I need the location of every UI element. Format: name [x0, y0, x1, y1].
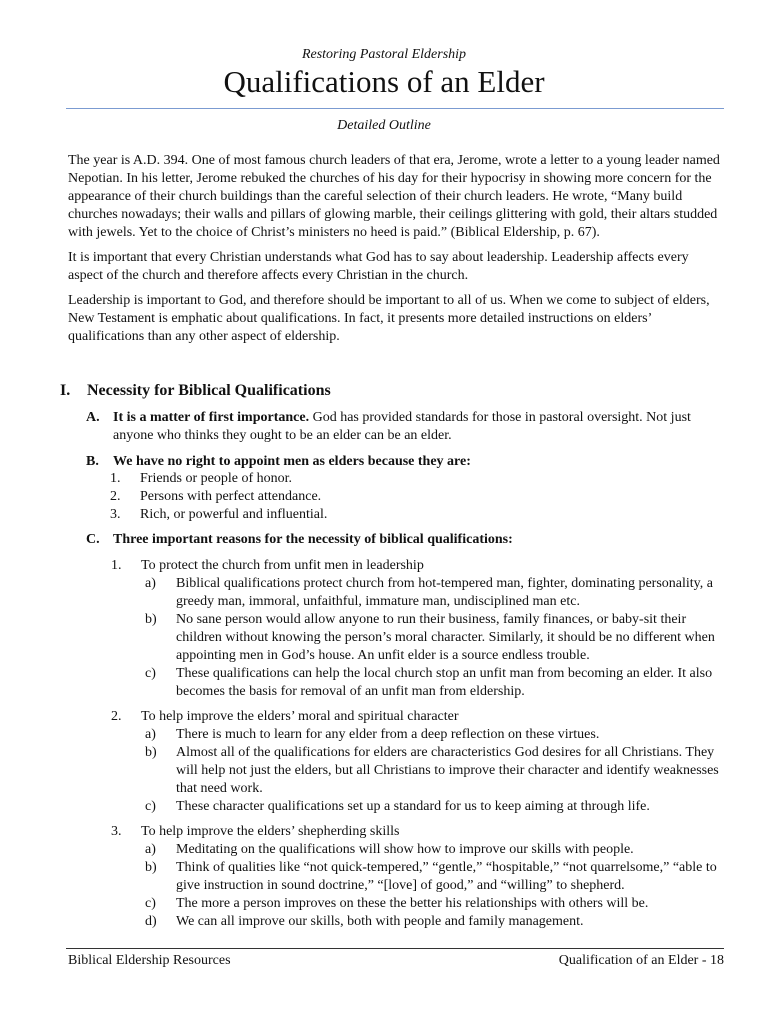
- reason-3: [111, 823, 725, 931]
- list-text: Persons with perfect attendance.: [140, 489, 322, 504]
- item-heading: It is a matter of first importance.: [113, 410, 310, 425]
- item-heading: Three important reasons for the necessity of biblical qualifications:: [113, 532, 513, 547]
- document-subtitle: Restoring Pastoral Eldership: [301, 47, 467, 62]
- section-title: Necessity for Biblical Qualifications: [87, 382, 331, 399]
- sub-item: [111, 575, 725, 611]
- sub-item: [111, 913, 725, 931]
- footer-divider: [66, 948, 724, 949]
- sub-item: [111, 726, 725, 744]
- list-item: [110, 506, 327, 524]
- footer-source: Biblical Eldership Resources: [68, 953, 231, 968]
- section-number: I.: [60, 382, 71, 399]
- item-heading: We have no right to appoint men as elders because they are:: [113, 454, 471, 469]
- outline-label: Detailed Outline: [337, 118, 431, 133]
- sub-item: [111, 665, 725, 701]
- sub-text: Almost all of the qualifications for elders are characteristics God desires for all Christians. They will help not just the elders, but all Christians to improve their character and identify weaknesses that need work.: [176, 745, 719, 796]
- item-text: God has provided standards for those in pastoral oversight. Not just anyone who thinks they ought to be an elder can be an elder.: [113, 410, 691, 443]
- intro-paragraph: The year is A.D. 394. One of most famous church leaders of that era, Jerome, wrote a letter to a young leader named Nepotian. In his letter, Jerome rebuked the churches of his day for their hypocrisy in showing more concern for the appearance of their church buildings than the careful selection of their church leaders. He wrote, “Many build churches nowadays; their walls and pillars of glowing marble, their ceilings glittering with gold, their altars studded with jewels. Yet to the choice of Christ’s ministers no heed is paid.” (Biblical Eldership, p. 67).: [68, 153, 720, 240]
- sub-item: [111, 895, 725, 913]
- sub-text: These qualifications can help the local church stop an unfit man from becoming an elder. It also becomes the basis for removal of an unfit man from eldership.: [176, 666, 713, 699]
- reason-2: [111, 708, 725, 816]
- intro-paragraph: Leadership is important to God, and therefore should be important to all of us. When we come to subject of elders, New Testament is emphatic about qualifications. In fact, it presents more detailed instructions on elders’ qualifications than any other aspect of eldership.: [68, 293, 710, 344]
- sub-item: [111, 841, 725, 859]
- list-number: 3.: [110, 507, 121, 522]
- list-item: [110, 488, 327, 506]
- reason-text: To help improve the elders’ moral and spiritual character: [141, 709, 459, 724]
- intro-text: [68, 152, 724, 353]
- sub-label: d): [145, 914, 157, 929]
- outline-item-a: [86, 409, 726, 445]
- list-item: [110, 470, 327, 488]
- sub-text: These character qualifications set up a standard for us to keep aiming at through life.: [176, 799, 650, 814]
- sub-text: No sane person would allow anyone to run their business, family finances, or baby-sit their children without knowing the person’s moral character. Similarly, it should be no different when appointing men in God’s house. An unfit elder is a source endless trouble.: [176, 612, 715, 663]
- sub-label: c): [145, 799, 156, 814]
- intro-paragraph: It is important that every Christian understands what God has to say about leadership. Leadership affects every aspect of the church and therefore affects every Christian in the church.: [68, 250, 689, 283]
- sub-label: b): [145, 745, 157, 760]
- sub-item: [111, 859, 725, 895]
- reason-text: To help improve the elders’ shepherding skills: [141, 824, 400, 839]
- sub-text: Think of qualities like “not quick-tempered,” “gentle,” “hospitable,” “not quarrelsome,” “able to give instruction in sound doctrine,” “[love] of good,” and “willing” to shepherd.: [176, 860, 717, 893]
- sub-text: We can all improve our skills, both with people and family management.: [176, 914, 584, 929]
- sub-text: Biblical qualifications protect church from hot-tempered man, fighter, dominating personality, a greedy man, immoral, unfaithful, immature man, undisciplined man etc.: [176, 576, 713, 609]
- document-title: Qualifications of an Elder: [223, 64, 545, 99]
- title-divider: [66, 108, 724, 109]
- sub-label: b): [145, 860, 157, 875]
- sub-item: [111, 744, 725, 798]
- reason-text: To protect the church from unfit men in leadership: [141, 558, 424, 573]
- sub-label: a): [145, 842, 156, 857]
- sub-label: c): [145, 896, 156, 911]
- item-label: C.: [86, 532, 100, 547]
- item-label: A.: [86, 410, 100, 425]
- outline-item-b: [86, 453, 726, 471]
- list-number: 1.: [110, 471, 121, 486]
- list-text: Friends or people of honor.: [140, 471, 293, 486]
- reason-1: [111, 557, 725, 701]
- sub-label: b): [145, 612, 157, 627]
- sub-text: Meditating on the qualifications will show how to improve our skills with people.: [176, 842, 634, 857]
- sub-label: a): [145, 727, 156, 742]
- item-label: B.: [86, 454, 99, 469]
- sub-label: a): [145, 576, 156, 591]
- section-heading: [60, 382, 331, 400]
- reason-number: 3.: [111, 824, 122, 839]
- reason-number: 2.: [111, 709, 122, 724]
- sub-item: [111, 798, 725, 816]
- sub-text: There is much to learn for any elder from a deep reflection on these virtues.: [176, 727, 600, 742]
- list-number: 2.: [110, 489, 121, 504]
- appointment-list: [110, 470, 327, 524]
- footer-page-label: Qualification of an Elder - 18: [558, 953, 724, 968]
- list-text: Rich, or powerful and influential.: [140, 507, 328, 522]
- sub-item: [111, 611, 725, 665]
- sub-label: c): [145, 666, 156, 681]
- reason-number: 1.: [111, 558, 122, 573]
- sub-text: The more a person improves on these the better his relationships with others will be.: [176, 896, 649, 911]
- outline-item-c: [86, 531, 726, 549]
